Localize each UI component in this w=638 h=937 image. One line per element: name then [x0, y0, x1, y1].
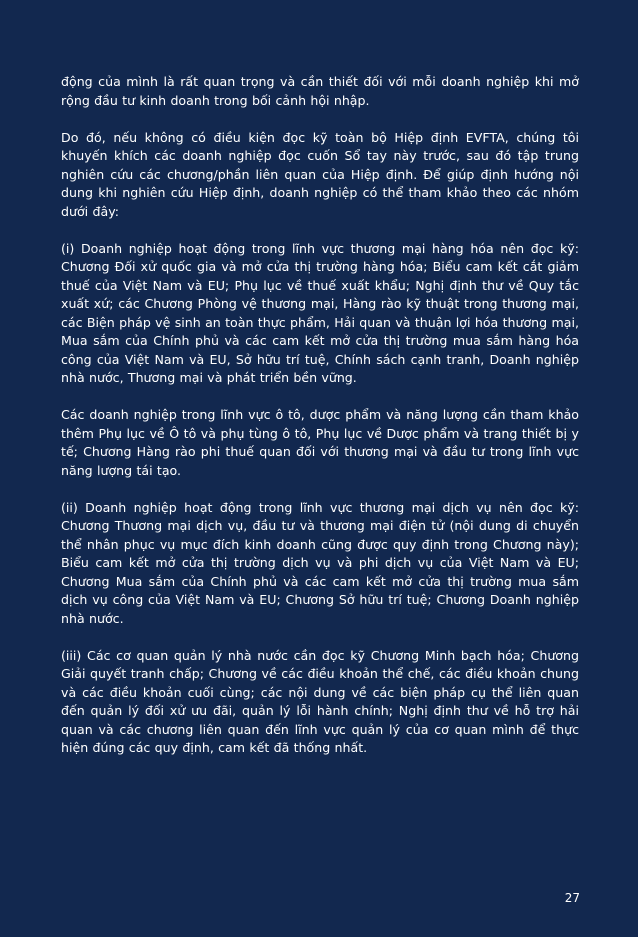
paragraph-sector-specific: Các doanh nghiệp trong lĩnh vực ô tô, dược phẩm và năng lượng cần tham khảo thêm Phụ lục về Ô tô và phụ tùng ô tô, Phụ lục về Dược phẩm và trang thiết bị y tế; Chương Hàng rào phi thuế quan đối với thương mại và đầu tư trong lĩnh vực năng lượng tái tạo.: [61, 407, 579, 478]
paragraph-state-agencies: (iii) Các cơ quan quản lý nhà nước cần đọc kỹ Chương Minh bạch hóa; Chương Giải quyết tranh chấp; Chương về các điều khoản thể chế, các điều khoản chung và các điều khoản cuối cùng; các nội dung về các biện pháp cụ thể liên quan đến quản lý đối xử ưu đãi, quản lý lỗi hành chính; Nghị định thư về hỗ trợ hải quan và các chương liên quan đến lĩnh vực quản lý của cơ quan mình để thực hiện đúng các quy định, cam kết đã thống nhất.: [61, 647, 579, 755]
paragraph-reading-advice: Do đó, nếu không có điều kiện đọc kỹ toàn bộ Hiệp định EVFTA, chúng tôi khuyến khích các doanh nghiệp đọc cuốn Sổ tay này trước, sau đó tập trung nghiên cứu các chương/phần liên quan của Hiệp định. Để giúp định hướng nội dung khi nghiên cứu Hiệp định, doanh nghiệp có thể tham khảo theo các nhóm dưới đây:: [61, 129, 579, 219]
paragraph-goods-trade: (i) Doanh nghiệp hoạt động trong lĩnh vực thương mại hàng hóa nên đọc kỹ: Chương Đối xử quốc gia và mở cửa thị trường hàng hóa; Biểu cam kết cắt giảm thuế của Việt Nam và EU; Phụ lục về thuế xuất khẩu; Nghị định thư về Quy tắc xuất xứ; các Chương Phòng vệ thương mại, Hàng rào kỹ thuật trong thương mại, các Biện pháp vệ sinh an toàn thực phẩm, Hải quan và thuận lợi hóa thương mại, Mua sắm của Chính phủ và các cam kết mở cửa thị trường mua sắm hàng hóa công của Việt Nam và EU, Sở hữu trí tuệ, Chính sách cạnh tranh, Doanh nghiệp nhà nước, Thương mại và phát triển bền vững.: [61, 240, 579, 385]
body-text: [61, 73, 579, 776]
page-number: 27: [564, 891, 580, 905]
paragraph-intro-continuation: động của mình là rất quan trọng và cần thiết đối với mỗi doanh nghiệp khi mở rộng đầu tư kinh doanh trong bối cảnh hội nhập.: [61, 74, 579, 108]
paragraph-services-trade: (ii) Doanh nghiệp hoạt động trong lĩnh vực thương mại dịch vụ nên đọc kỹ: Chương Thương mại dịch vụ, đầu tư và thương mại điện tử (nội dung di chuyển thể nhân phục vụ mục đích kinh doanh cũng được quy định trong Chương này); Biểu cam kết mở cửa thị trường dịch vụ và phi dịch vụ của Việt Nam và EU; Chương Mua sắm của Chính phủ và các cam kết mở cửa thị trường mua sắm dịch vụ công của Việt Nam và EU; Chương Sở hữu trí tuệ; Chương Doanh nghiệp nhà nước.: [61, 499, 579, 626]
